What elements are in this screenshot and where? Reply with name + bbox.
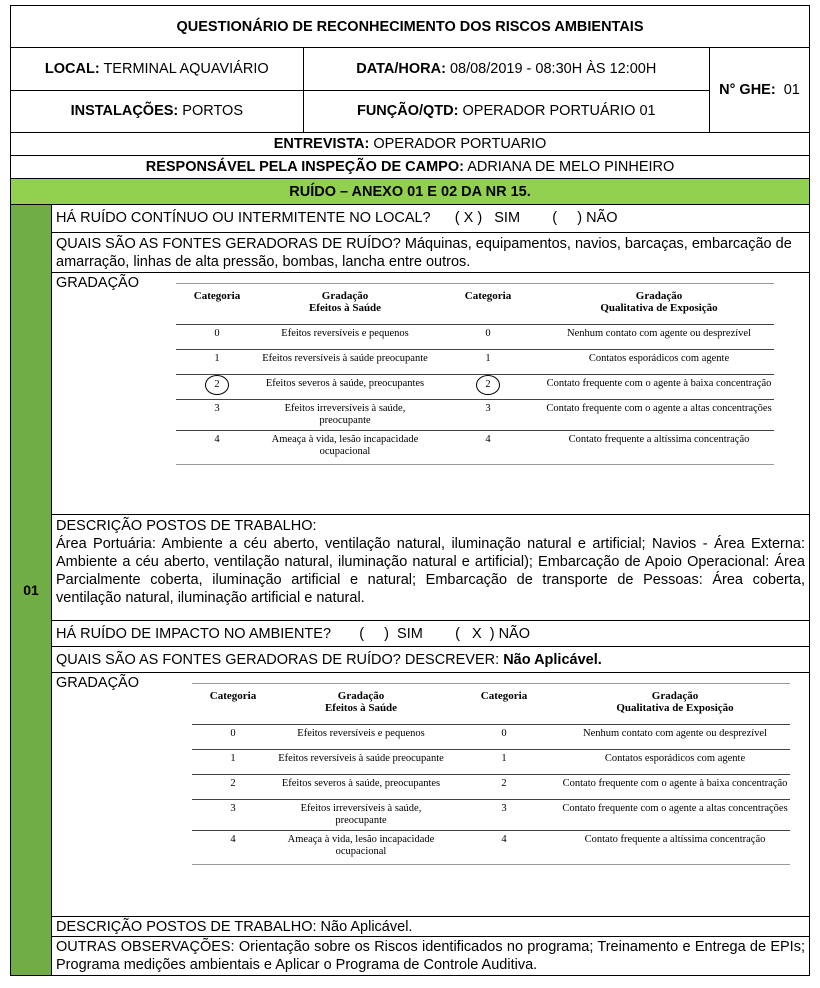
table-row [176,431,774,465]
exposure-cell: Contato frequente com o agente a altas concentrações [560,800,790,831]
responsavel-field: RESPONSÁVEL PELA INSPEÇÃO DE CAMPO: ADRIANA DE MELO PINHEIRO [11,156,809,179]
exposure-cell: Contato frequente com o agente à baixa concentração [560,775,790,800]
category-cell: 4 [192,831,274,865]
category-cell: 0 [176,325,258,350]
section-title: RUÍDO – ANEXO 01 E 02 DA NR 15. [11,179,809,205]
effect-cell: Efeitos reversíveis e pequenos [274,725,448,750]
gradacao-table: Categoria Gradação Efeitos à Saúde Categoria Gradação Qualitativa de Exposição 0 Efeitos reversíveis e pequenos 0 Nenhum contato com agente ou desprezível 1 Efeitos reversíveis à saúde preocupante 1 Contatos esporádicos com agente 2 Efeitos severos à saúde, preocupantes 2 Contato frequente com o agente à baixa concentração 3 Efeitos irreversíveis à saúde, preocupante 3 Contato frequente com o agente a altas concentrações 4 Ameaça à vida, lesão incapacidade ocupacional 4 Contato frequente a altíssima concentração [176,283,774,465]
gradacao-label: GRADAÇÃO [56,275,139,291]
gradacao-table: Categoria Gradação Efeitos à Saúde Categoria Gradação Qualitativa de Exposição 0 Efeitos reversíveis e pequenos 0 Nenhum contato com agente ou desprezível 1 Efeitos reversíveis à saúde preocupante 1 Contatos esporádicos com agente 2 Efeitos severos à saúde, preocupantes 2 Contato frequente com o agente à baixa concentração 3 Efeitos irreversíveis à saúde, preocupante 3 Contato frequente com o agente a altas concentrações 4 Ameaça à vida, lesão incapacidade ocupacional 4 Contato frequente a altíssima concentração [192,683,790,865]
table-row [176,375,774,400]
effect-cell: Efeitos irreversíveis à saúde, preocupante [258,400,432,431]
selected-category-circle: 2 [205,375,229,395]
category-cell [432,375,544,400]
table-row [176,350,774,375]
gradacao-block-2 [52,673,809,917]
effect-cell: Efeitos severos à saúde, preocupantes [258,375,432,400]
effect-cell: Efeitos reversíveis à saúde preocupante [274,750,448,775]
exposure-cell: Contato frequente a altíssima concentração [544,431,774,465]
table-row [192,725,790,750]
category-cell: 4 [448,831,560,865]
gradacao-block-1 [52,273,809,515]
category-cell: 3 [448,800,560,831]
table-row [192,800,790,831]
table-row [192,831,790,865]
category-cell: 4 [176,431,258,465]
header-grid [11,48,809,133]
table-row [192,775,790,800]
category-cell: 0 [448,725,560,750]
category-cell [176,375,258,400]
descricao-postos-2: DESCRIÇÃO POSTOS DE TRABALHO: Não Aplicável. [52,917,809,937]
category-cell: 1 [432,350,544,375]
effect-cell: Efeitos reversíveis e pequenos [258,325,432,350]
questionnaire-form [10,5,810,976]
local-field: LOCAL: TERMINAL AQUAVIÁRIO [11,48,304,90]
table-row [192,750,790,775]
category-cell: 0 [192,725,274,750]
selected-category-circle: 2 [476,375,500,395]
ghe-field: N° GHE: 01 [709,48,809,132]
exposure-cell: Contato frequente com o agente a altas concentrações [544,400,774,431]
category-cell: 1 [448,750,560,775]
effect-cell: Ameaça à vida, lesão incapacidade ocupacional [258,431,432,465]
effect-cell: Efeitos irreversíveis à saúde, preocupante [274,800,448,831]
exposure-cell: Contato frequente a altíssima concentração [560,831,790,865]
gradacao-label: GRADAÇÃO [56,675,139,691]
exposure-cell: Contatos esporádicos com agente [544,350,774,375]
category-cell: 3 [192,800,274,831]
question-impact-noise: HÁ RUÍDO DE IMPACTO NO AMBIENTE? ( ) SIM ( X ) NÃO [52,621,809,647]
section-number: 01 [11,205,52,975]
question-continuous-noise: HÁ RUÍDO CONTÍNUO OU INTERMITENTE NO LOCAL? ( X ) SIM ( ) NÃO [52,205,809,233]
outras-observacoes: OUTRAS OBSERVAÇÕES: Orientação sobre os Riscos identificados no programa; Treinamento e Entrega de EPIs; Programa medições ambientais e Aplicar o Programa de Controle Auditiva. [56,939,805,973]
exposure-cell: Contatos esporádicos com agente [560,750,790,775]
effect-cell: Efeitos severos à saúde, preocupantes [274,775,448,800]
descricao-postos-1: DESCRIÇÃO POSTOS DE TRABALHO: Área Portuária: Ambiente a céu aberto, ventilação natural, iluminação natural e artificial; Navios - Área Externa: Ambiente a céu aberto, ventilação natural, iluminação natural e artificial); Embarcação de Apoio Operacional: Área Parcialmente coberta, iluminação artificial e natural; Embarcação de transporte de Pessoas: Área coberta, ventilação natural, iluminação artificial e natural. [52,515,809,621]
table-row [176,325,774,350]
category-cell: 0 [432,325,544,350]
effect-cell: Ameaça à vida, lesão incapacidade ocupacional [274,831,448,865]
form-title: QUESTIONÁRIO DE RECONHECIMENTO DOS RISCOS AMBIENTAIS [11,6,809,48]
category-cell: 4 [432,431,544,465]
category-cell: 2 [192,775,274,800]
table-row [176,400,774,431]
effect-cell: Efeitos reversíveis à saúde preocupante [258,350,432,375]
funcao-field: FUNÇÃO/QTD: OPERADOR PORTUÁRIO 01 [356,103,656,120]
question-noise-sources-2: QUAIS SÃO AS FONTES GERADORAS DE RUÍDO? DESCREVER: Não Aplicável. [52,647,809,673]
category-cell: 3 [432,400,544,431]
category-cell: 1 [192,750,274,775]
exposure-cell: Contato frequente com o agente à baixa concentração [544,375,774,400]
category-cell: 1 [176,350,258,375]
entrevista-field: ENTREVISTA: OPERADOR PORTUARIO [11,133,809,156]
datetime-field: DATA/HORA: 08/08/2019 - 08:30H ÀS 12:00H [356,60,657,77]
question-noise-sources: QUAIS SÃO AS FONTES GERADORAS DE RUÍDO? Máquinas, equipamentos, navios, barcaças, embarcação de amarração, linhas de alta pressão, bombas, lancha entre outros. [52,233,809,273]
section-body [11,205,809,975]
instalacoes-field: INSTALAÇÕES: PORTOS [11,91,304,133]
category-cell: 3 [176,400,258,431]
exposure-cell: Nenhum contato com agente ou desprezível [544,325,774,350]
category-cell: 2 [448,775,560,800]
exposure-cell: Nenhum contato com agente ou desprezível [560,725,790,750]
